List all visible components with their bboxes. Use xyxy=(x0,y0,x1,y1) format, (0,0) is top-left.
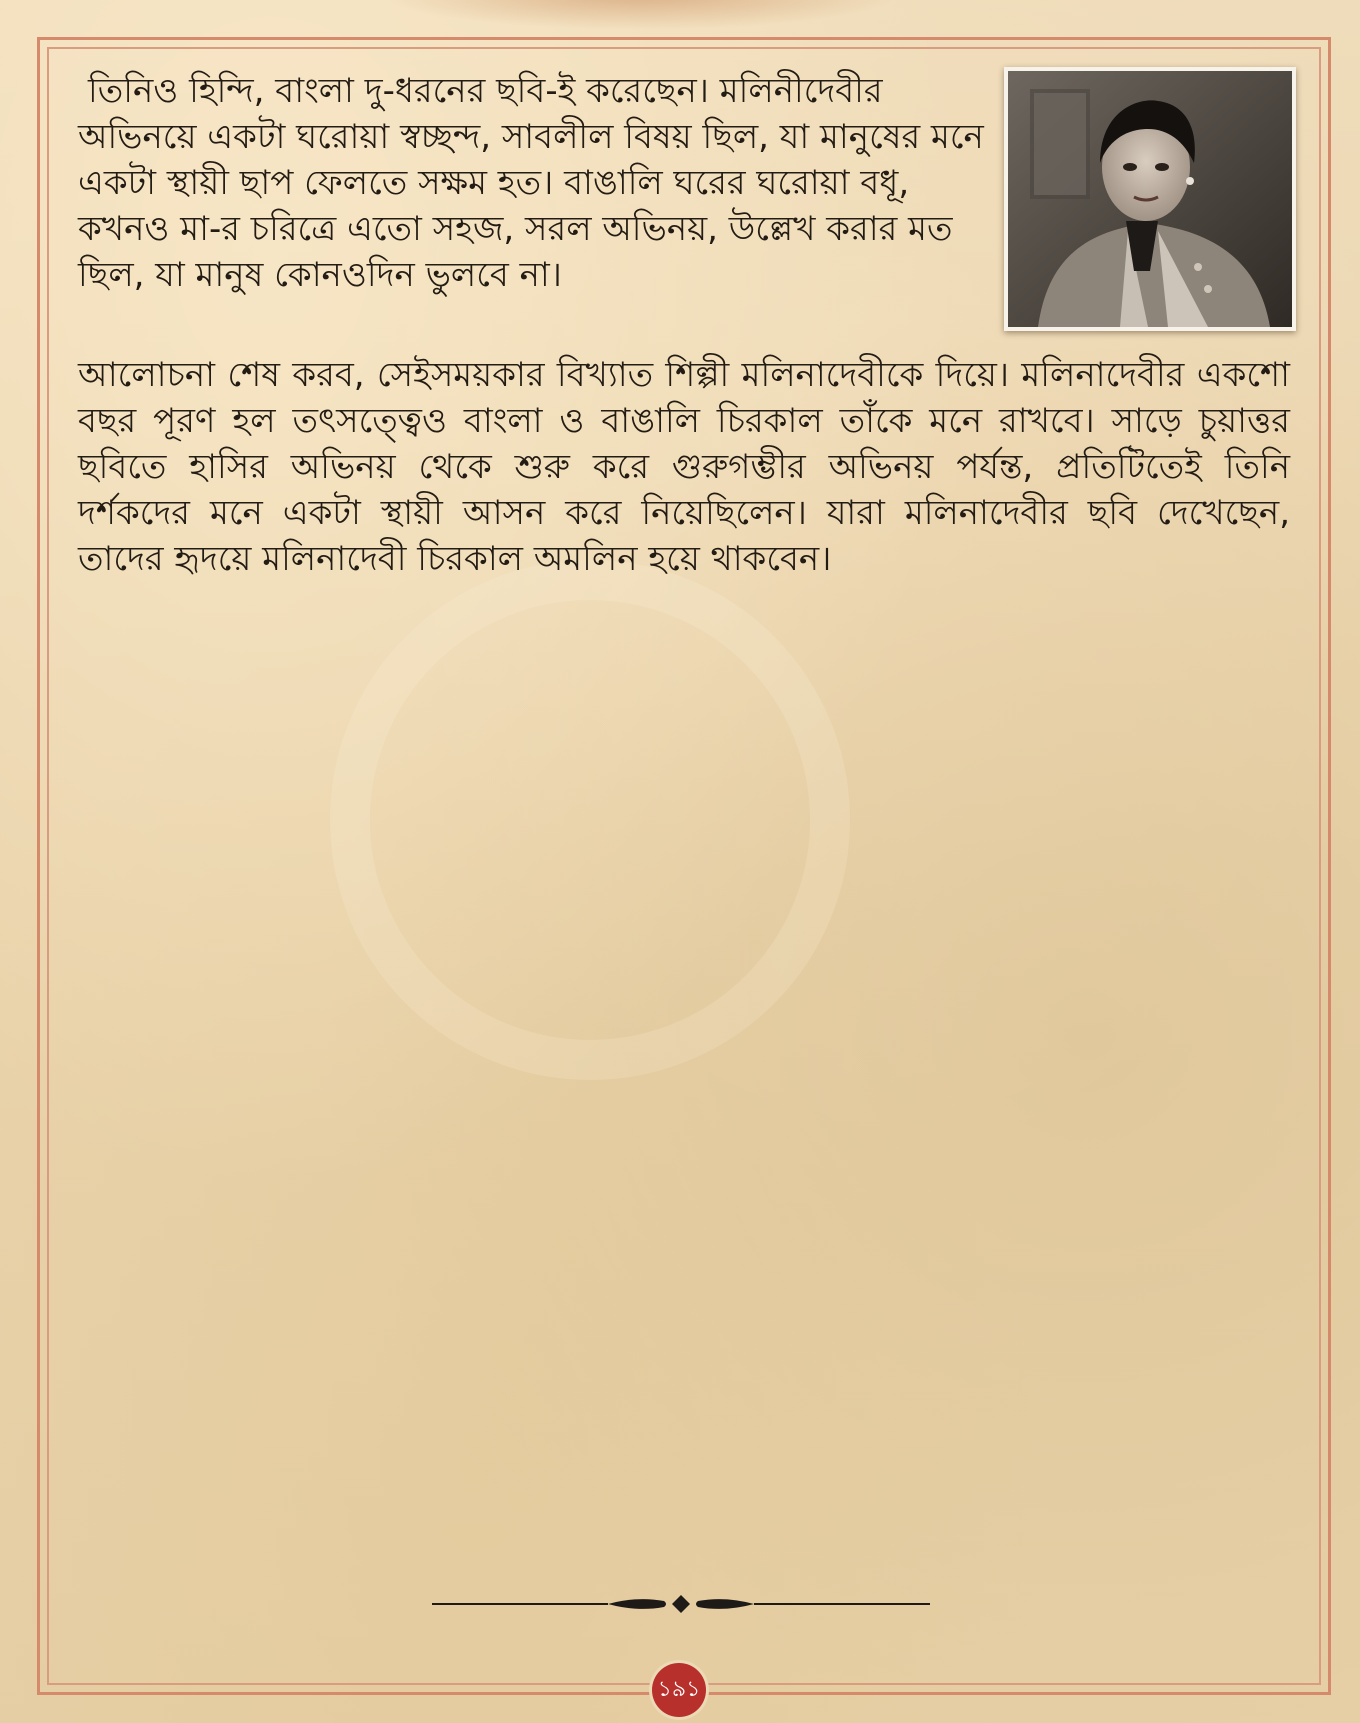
ornamental-divider-icon xyxy=(432,1592,930,1616)
paper-stain xyxy=(380,0,900,30)
article-paragraph-1: তিনিও হিন্দি, বাংলা দু-ধরনের ছবি-ই করেছেন। মলিনীদেবীর অভিনয়ে একটা ঘরোয়া স্বচ্ছন্দ, সাবলীল বিষয় ছিল, যা মানুষের মনে একটা স্থায়ী ছাপ ফেলতে সক্ষম হত। বাঙালি ঘরের ঘরোয়া বধূ, কখনও মা-র চরিত্রে এতো সহজ, সরল অভিনয়, উল্লেখ করার মত ছিল, যা মানুষ কোনওদিন ভুলবে না। xyxy=(78,71,984,295)
page-number-badge: ১৯১ xyxy=(652,1663,706,1717)
portrait-photo xyxy=(1004,67,1296,331)
article-paragraph-2: আলোচনা শেষ করব, সেইসময়কার বিখ্যাত শিল্পী মলিনাদেবীকে দিয়ে। মলিনাদেবীর একশো বছর পূরণ হল তৎসত্ত্বেও বাংলা ও বাঙালি চিরকাল তাঁকে মনে রাখবে। সাড়ে চুয়াত্তর ছবিতে হাসির অভিনয় থেকে শুরু করে গুরুগম্ভীর অভিনয় পর্যন্ত, প্রতিটিতেই তিনি দর্শকদের মনে একটা স্থায়ী আসন করে নিয়েছিলেন। যারা মলিনাদেবীর ছবি দেখেছেন, তাদের হৃদয়ে মলিনাদেবী চিরকাল অমলিন হয়ে থাকবেন। xyxy=(78,355,1290,579)
portrait-illustration xyxy=(1008,71,1292,327)
